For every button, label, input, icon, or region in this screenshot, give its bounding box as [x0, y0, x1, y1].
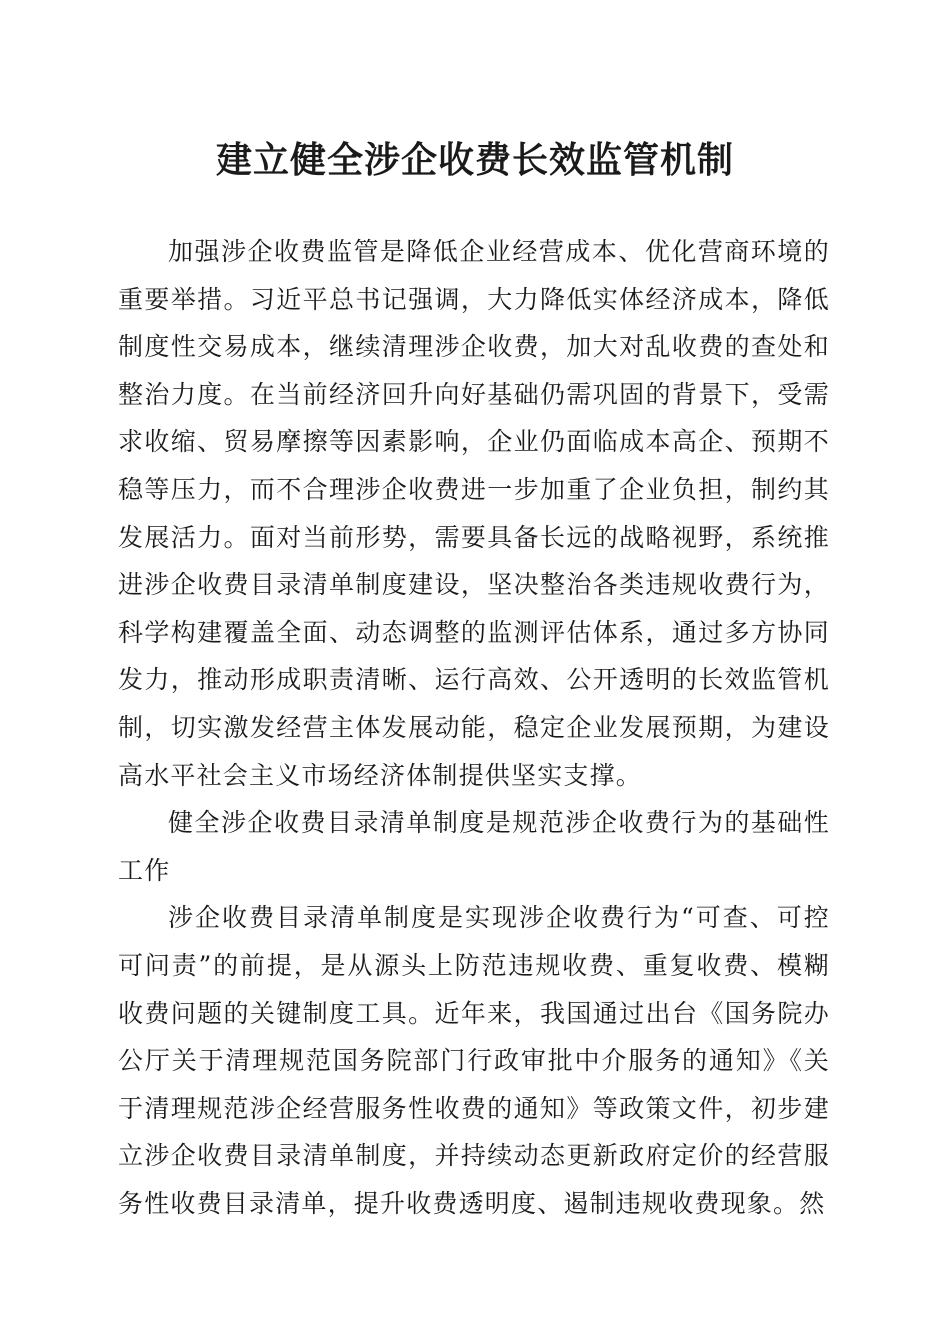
paragraph-body: 涉企收费目录清单制度是实现涉企收费行为“可查、可控可问责”的前提，是从源头上防范违规收费、重复收费、模糊收费问题的关键制度工具。近年来，我国通过出台《国务院办公厅关于清理规范国务院部门行政审批中介服务的通知》《关于清理规范涉企经营服务性收费的通知》等政策文件，初步建立涉企收费目录清单制度，并持续动态更新政府定价的经营服务性收费目录清单，提升收费透明度、遏制违规收费现象。然	[118, 903, 830, 1218]
paragraph-intro: 加强涉企收费监管是降低企业经营成本、优化营商环境的重要举措。习近平总书记强调，大力降低实体经济成本，降低制度性交易成本，继续清理涉企收费，加大对乱收费的查处和整治力度。在当前经济回升向好基础仍需巩固的背景下，受需求收缩、贸易摩擦等因素影响，企业仍面临成本高企、预期不稳等压力，而不合理涉企收费进一步加重了企业负担，制约其发展活力。面对当前形势，需要具备长远的战略视野，系统推进涉企收费目录清单制度建设，坚决整治各类违规收费行为，科学构建覆盖全面、动态调整的监测评估体系，通过多方协同发力，推动形成职责清晰、运行高效、公开透明的长效监管机制，切实激发经营主体发展动能，稳定企业发展预期，为建设高水平社会主义市场经济体制提供坚实支撑。	[118, 237, 830, 790]
document-title: 建立健全涉企收费长效监管机制	[215, 139, 734, 181]
document-body	[118, 228, 830, 1227]
paragraph-section-heading: 健全涉企收费目录清单制度是规范涉企收费行为的基础性工作	[118, 808, 830, 885]
